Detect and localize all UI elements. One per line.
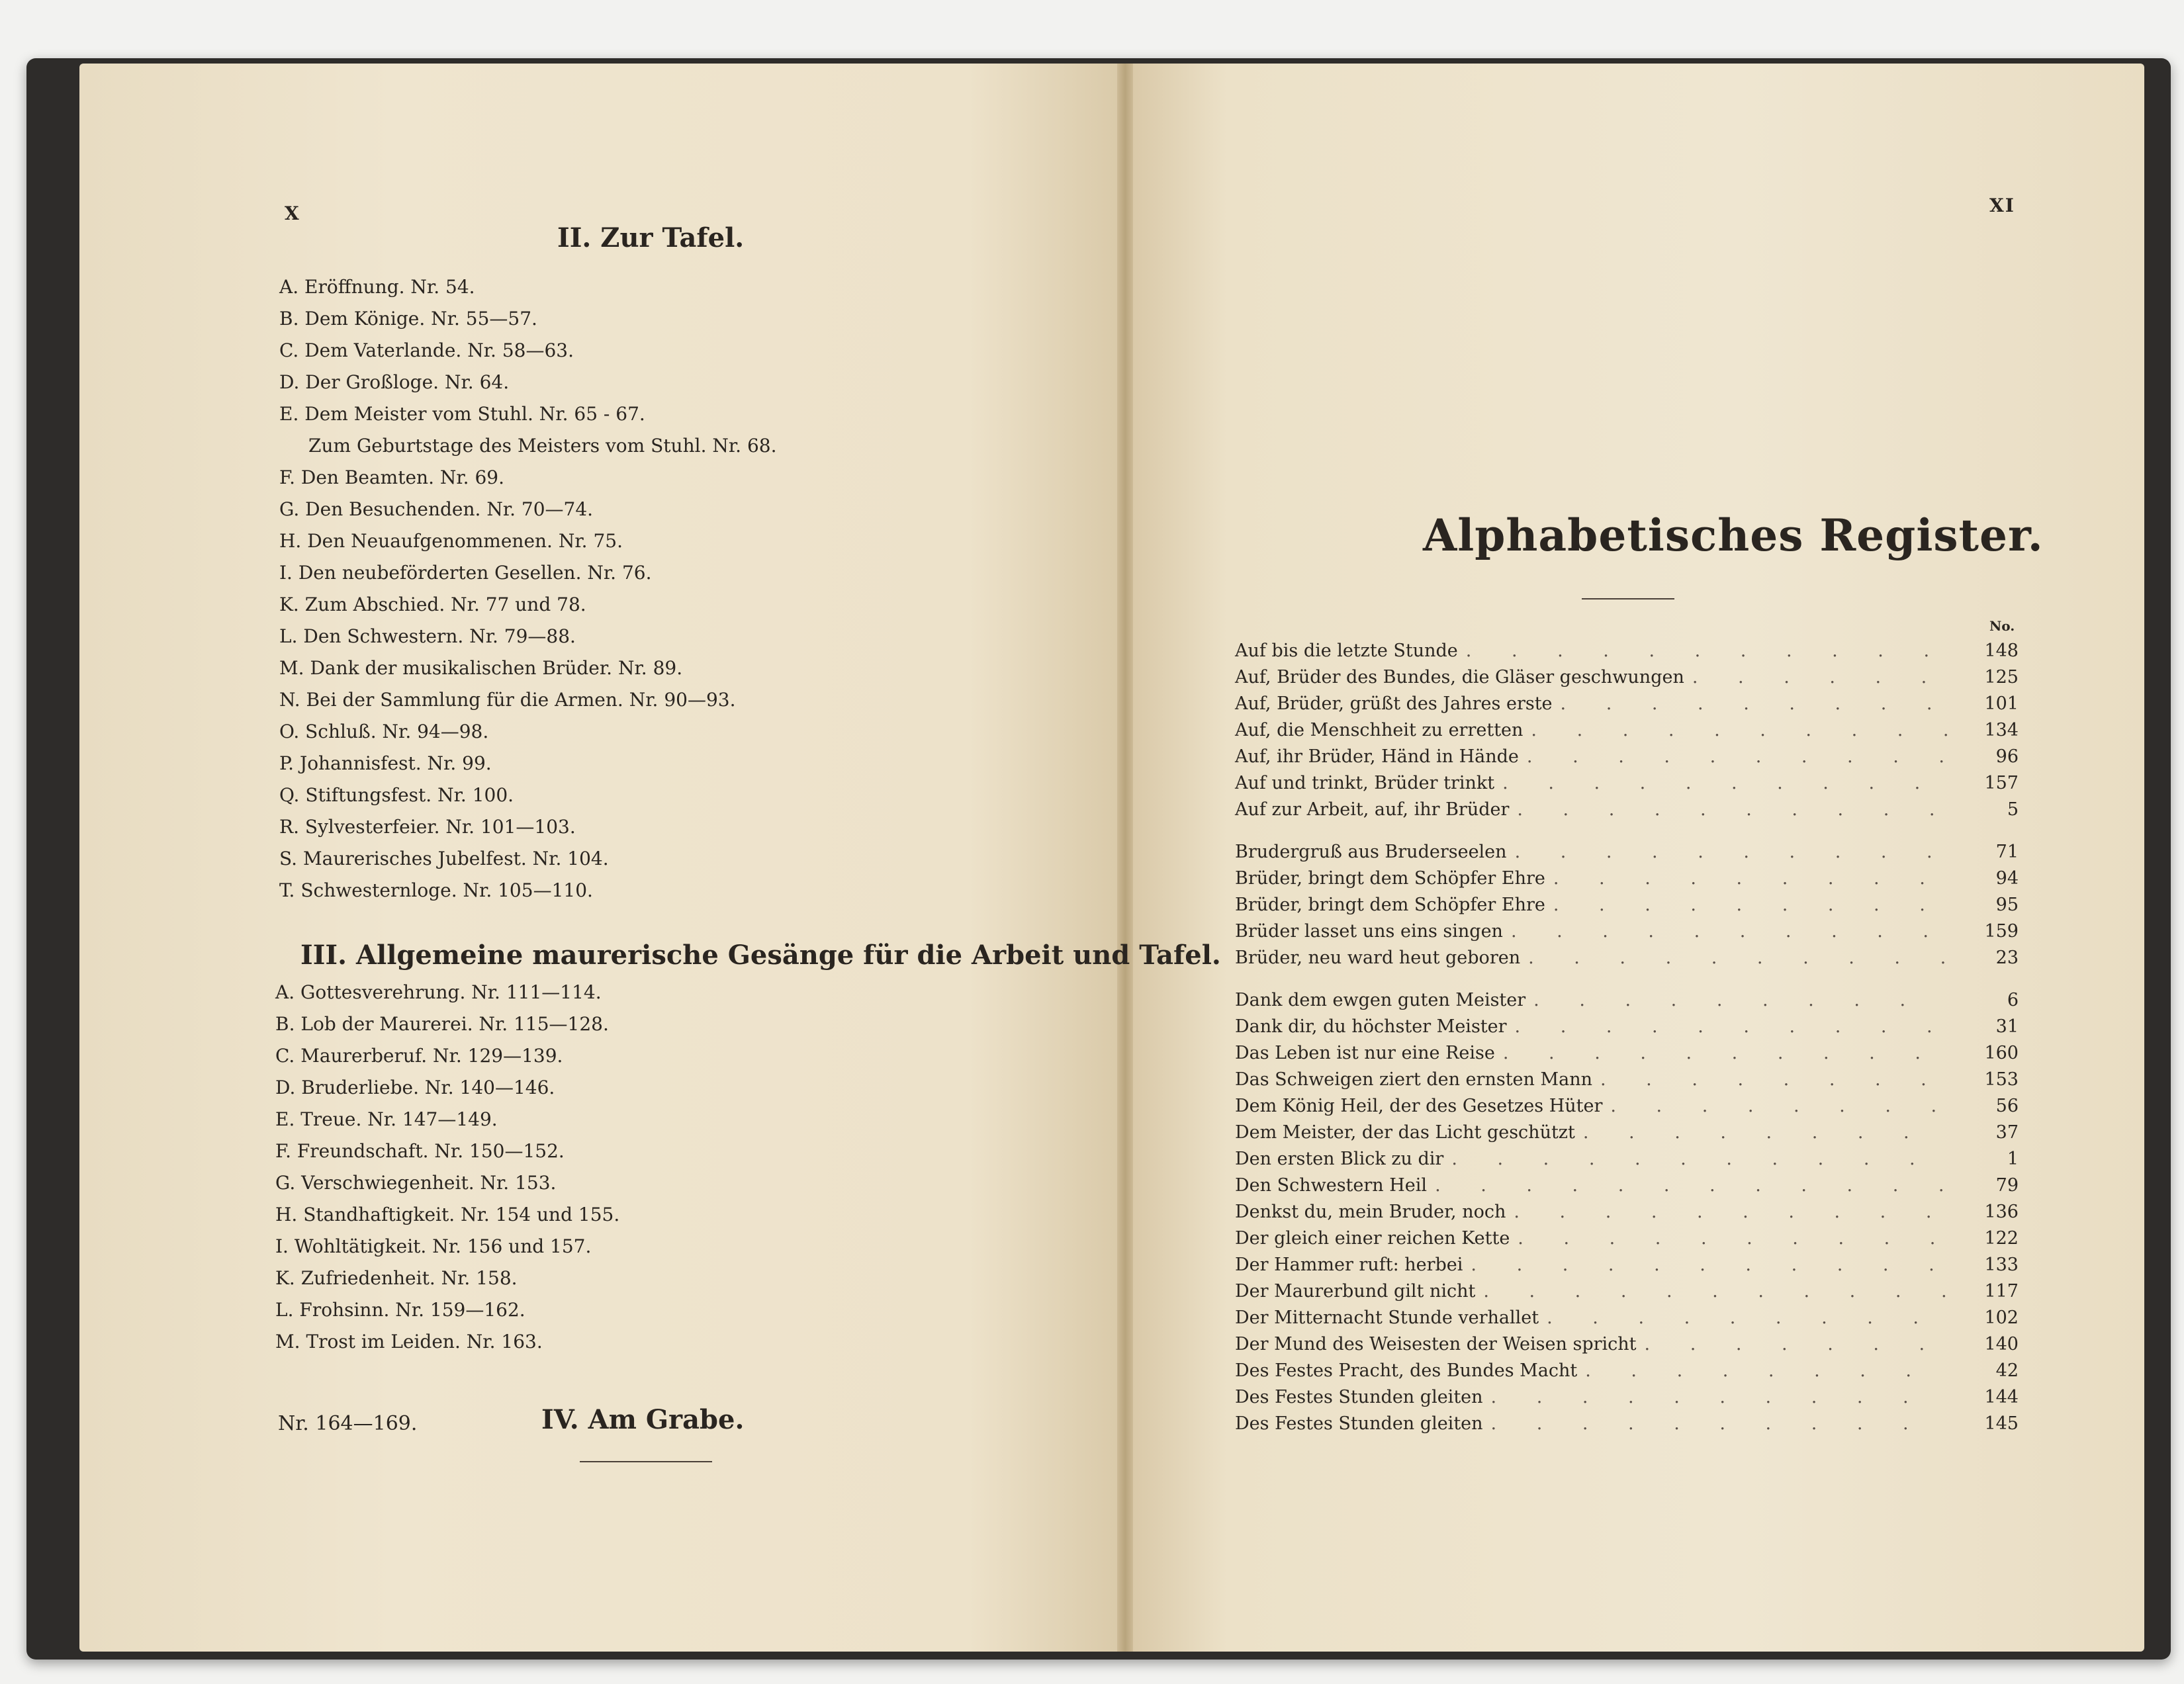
toc-item: A. Eröffnung. Nr. 54. [279,276,475,298]
register-entry [1235,1120,2019,1146]
toc-item: O. Schluß. Nr. 94—98. [279,721,489,742]
register-entry [1235,638,2019,664]
entry-number: 102 [1984,1307,2019,1328]
entry-title: Den Schwestern Heil [1235,1175,1428,1196]
toc-item: A. Gottesverehrung. Nr. 111—114. [275,981,602,1003]
entry-title: Der Maurerbund gilt nicht [1235,1281,1476,1302]
toc-item: N. Bei der Sammlung für die Armen. Nr. 90—93. [279,689,736,711]
toc-item: M. Trost im Leiden. Nr. 163. [275,1331,543,1352]
register-entry [1235,1146,2019,1173]
group-gap [1235,971,2019,987]
register-entry [1235,1040,2019,1067]
entry-number: 42 [1995,1360,2019,1381]
leader-dots: . . . . . . . . . . [1518,1228,1953,1249]
toc-item: H. Den Neuaufgenommenen. Nr. 75. [279,530,623,552]
entry-number: 101 [1984,693,2019,714]
entry-number: 5 [2007,799,2019,820]
toc-item: C. Dem Vaterlande. Nr. 58—63. [279,339,574,361]
entry-number: 56 [1995,1096,2019,1116]
register-entry [1235,1252,2019,1278]
leader-dots: . . . . . . . . . [1547,1307,1936,1328]
entry-number: 95 [1995,895,2019,915]
toc-item: L. Den Schwestern. Nr. 79—88. [279,625,576,647]
entry-number: 94 [1995,868,2019,889]
register-entry [1235,1014,2019,1040]
section-2-list [279,271,777,907]
leader-dots: . . . . . . . . . . [1517,799,1952,820]
page-number-right: XI [1989,195,2015,216]
entry-number: 6 [2007,990,2019,1010]
toc-item: F. Den Beamten. Nr. 69. [279,466,505,488]
entry-number: 79 [1995,1175,2019,1196]
toc-item: G. Den Besuchenden. Nr. 70—74. [279,498,594,520]
section-3-title: III. Allgemeine maurerische Gesänge für die Arbeit und Tafel. [300,940,1221,971]
register-entry [1235,987,2019,1014]
title-rule [1582,598,1674,599]
leader-dots: . . . . . . . . . [1553,895,1942,915]
entry-title: Der Mund des Weisesten der Weisen spricht [1235,1334,1637,1354]
entry-title: Der gleich einer reichen Kette [1235,1228,1510,1249]
entry-title: Dank dem ewgen guten Meister [1235,990,1526,1010]
page-number-left: X [285,202,300,224]
entry-number: 31 [1995,1016,2019,1037]
section-2-title: II. Zur Tafel. [557,222,745,253]
entry-title: Dem Meister, der das Licht geschützt [1235,1122,1575,1143]
entry-title: Brüder lasset uns eins singen [1235,921,1503,942]
toc-item: R. Sylvesterfeier. Nr. 101—103. [279,816,576,838]
register-entry [1235,797,2019,823]
register-entry [1235,691,2019,717]
leader-dots: . . . . . . . . [1610,1096,1954,1116]
toc-item: S. Maurerisches Jubelfest. Nr. 104. [279,848,609,869]
leader-dots: . . . . . . . . . . [1490,1387,1926,1407]
leader-dots: . . . . . . . . . . [1528,948,1964,968]
register-entry [1235,1199,2019,1225]
toc-item: T. Schwesternloge. Nr. 105—110. [279,879,593,901]
register-entry [1235,865,2019,892]
section-4-title: IV. Am Grabe. [541,1404,745,1435]
entry-title: Brüder, bringt dem Schöpfer Ehre [1235,895,1545,915]
entry-title: Der Mitternacht Stunde verhallet [1235,1307,1539,1328]
toc-item: B. Dem Könige. Nr. 55—57. [279,308,537,330]
toc-item: B. Lob der Maurerei. Nr. 115—128. [275,1013,609,1035]
entry-title: Brüder, neu ward heut geboren [1235,948,1521,968]
section-4-rule [580,1461,712,1462]
entry-title: Auf, die Menschheit zu erretten [1235,720,1524,740]
entry-title: Denkst du, mein Bruder, noch [1235,1202,1506,1222]
entry-title: Den ersten Blick zu dir [1235,1149,1444,1169]
entry-title: Auf zur Arbeit, auf, ihr Brüder [1235,799,1510,820]
leader-dots: . . . . . . . [1644,1334,1942,1354]
leader-dots: . . . . . . . . . . [1502,1043,1938,1063]
register-entry [1235,717,2019,744]
leader-dots: . . . . . . [1692,667,1944,687]
leader-dots: . . . . . . . . . [1553,868,1942,889]
leader-dots: . . . . . . . . . . . [1483,1281,1964,1302]
entry-title: Auf, Brüder des Bundes, die Gläser geschwungen [1235,667,1684,687]
entry-number: 153 [1984,1069,2019,1090]
register-title: Alphabetisches Register. [1423,510,2044,561]
number-column-label: No. [1989,618,2015,634]
toc-item: P. Johannisfest. Nr. 99. [279,752,492,774]
entry-number: 134 [1984,720,2019,740]
toc-item: Zum Geburtstage des Meisters vom Stuhl. Nr. 68. [308,435,777,457]
entry-title: Auf und trinkt, Brüder trinkt [1235,773,1495,793]
register-entry [1235,918,2019,945]
leader-dots: . . . . . . . . . . . [1451,1149,1933,1169]
leader-dots: . . . . . . . . . . [1490,1413,1926,1434]
leader-dots: . . . . . . . . [1585,1360,1929,1381]
entry-number: 145 [1984,1413,2019,1434]
toc-item: E. Treue. Nr. 147—149. [275,1108,498,1130]
toc-item: Q. Stiftungsfest. Nr. 100. [279,784,514,806]
book-gutter [1117,64,1133,1652]
register-entry [1235,770,2019,797]
register-entry [1235,1278,2019,1305]
toc-item: I. Den neubeförderten Gesellen. Nr. 76. [279,562,652,584]
entry-number: 122 [1984,1228,2019,1249]
leader-dots: . . . . . . . . . [1560,693,1950,714]
register-entry [1235,1384,2019,1411]
leader-dots: . . . . . . . . . . . . [1435,1175,1962,1196]
entry-number: 157 [1984,773,2019,793]
register-entry [1235,1067,2019,1093]
leader-dots: . . . . . . . . . . [1531,720,1966,740]
entry-title: Des Festes Stunden gleiten [1235,1413,1483,1434]
register-entry [1235,1225,2019,1252]
register-entry [1235,664,2019,691]
toc-item: E. Dem Meister vom Stuhl. Nr. 65 - 67. [279,403,645,425]
entry-title: Des Festes Pracht, des Bundes Macht [1235,1360,1578,1381]
leader-dots: . . . . . . . . . . [1502,773,1938,793]
leader-dots: . . . . . . . . . . [1514,1202,1949,1222]
entry-title: Brüder, bringt dem Schöpfer Ehre [1235,868,1545,889]
entry-title: Das Leben ist nur eine Reise [1235,1043,1495,1063]
leader-dots: . . . . . . . . . [1533,990,1923,1010]
register-entry [1235,1093,2019,1120]
entry-number: 117 [1984,1281,2019,1302]
entry-title: Dank dir, du höchster Meister [1235,1016,1507,1037]
entry-title: Auf, ihr Brüder, Händ in Hände [1235,746,1519,767]
entry-number: 23 [1995,948,2019,968]
toc-item: D. Bruderliebe. Nr. 140—146. [275,1077,555,1098]
toc-item: I. Wohltätigkeit. Nr. 156 und 157. [275,1235,592,1257]
toc-item: M. Dank der musikalischen Brüder. Nr. 89. [279,657,683,679]
register-entry [1235,1358,2019,1384]
leader-dots: . . . . . . . . . . [1526,746,1962,767]
toc-item: F. Freundschaft. Nr. 150—152. [275,1140,565,1162]
register-entry [1235,1305,2019,1331]
entry-number: 1 [2007,1149,2019,1169]
entry-number: 136 [1984,1202,2019,1222]
register-list [1235,638,2019,1437]
entry-title: Das Schweigen ziert den ernsten Mann [1235,1069,1593,1090]
entry-number: 125 [1984,667,2019,687]
entry-number: 160 [1984,1043,2019,1063]
entry-number: 159 [1984,921,2019,942]
register-entry [1235,892,2019,918]
toc-item: K. Zufriedenheit. Nr. 158. [275,1267,518,1289]
entry-title: Dem König Heil, der des Gesetzes Hüter [1235,1096,1603,1116]
toc-item: D. Der Großloge. Nr. 64. [279,371,510,393]
register-entry [1235,744,2019,770]
register-entry [1235,1411,2019,1437]
leader-dots: . . . . . . . . . . . [1465,641,1947,661]
entry-number: 71 [1995,842,2019,862]
entry-number: 144 [1984,1387,2019,1407]
entry-number: 96 [1995,746,2019,767]
section-3-list [275,977,619,1358]
toc-item: L. Frohsinn. Nr. 159—162. [275,1299,525,1321]
register-entry [1235,1173,2019,1199]
toc-item: G. Verschwiegenheit. Nr. 153. [275,1172,557,1194]
leader-dots: . . . . . . . . . . [1514,1016,1950,1037]
entry-number: 133 [1984,1255,2019,1275]
entry-title: Der Hammer ruft: herbei [1235,1255,1463,1275]
toc-item: H. Standhaftigkeit. Nr. 154 und 155. [275,1204,620,1225]
toc-item: K. Zum Abschied. Nr. 77 und 78. [279,594,586,615]
leader-dots: . . . . . . . . . . [1514,842,1950,862]
entry-title: Des Festes Stunden gleiten [1235,1387,1483,1407]
leader-dots: . . . . . . . . [1582,1122,1927,1143]
entry-title: Auf bis die letzte Stunde [1235,641,1458,661]
leader-dots: . . . . . . . . . . [1510,921,1946,942]
register-entry [1235,1331,2019,1358]
entry-number: 140 [1984,1334,2019,1354]
toc-item: C. Maurerberuf. Nr. 129—139. [275,1045,563,1067]
leader-dots: . . . . . . . . . . . [1471,1255,1952,1275]
entry-number: 37 [1995,1122,2019,1143]
register-entry [1235,839,2019,865]
entry-title: Brudergruß aus Bruderseelen [1235,842,1507,862]
leader-dots: . . . . . . . . [1600,1069,1944,1090]
register-entry [1235,945,2019,971]
section-4-range: Nr. 164—169. [278,1412,418,1435]
entry-title: Auf, Brüder, grüßt des Jahres erste [1235,693,1553,714]
group-gap [1235,823,2019,839]
entry-number: 148 [1984,641,2019,661]
